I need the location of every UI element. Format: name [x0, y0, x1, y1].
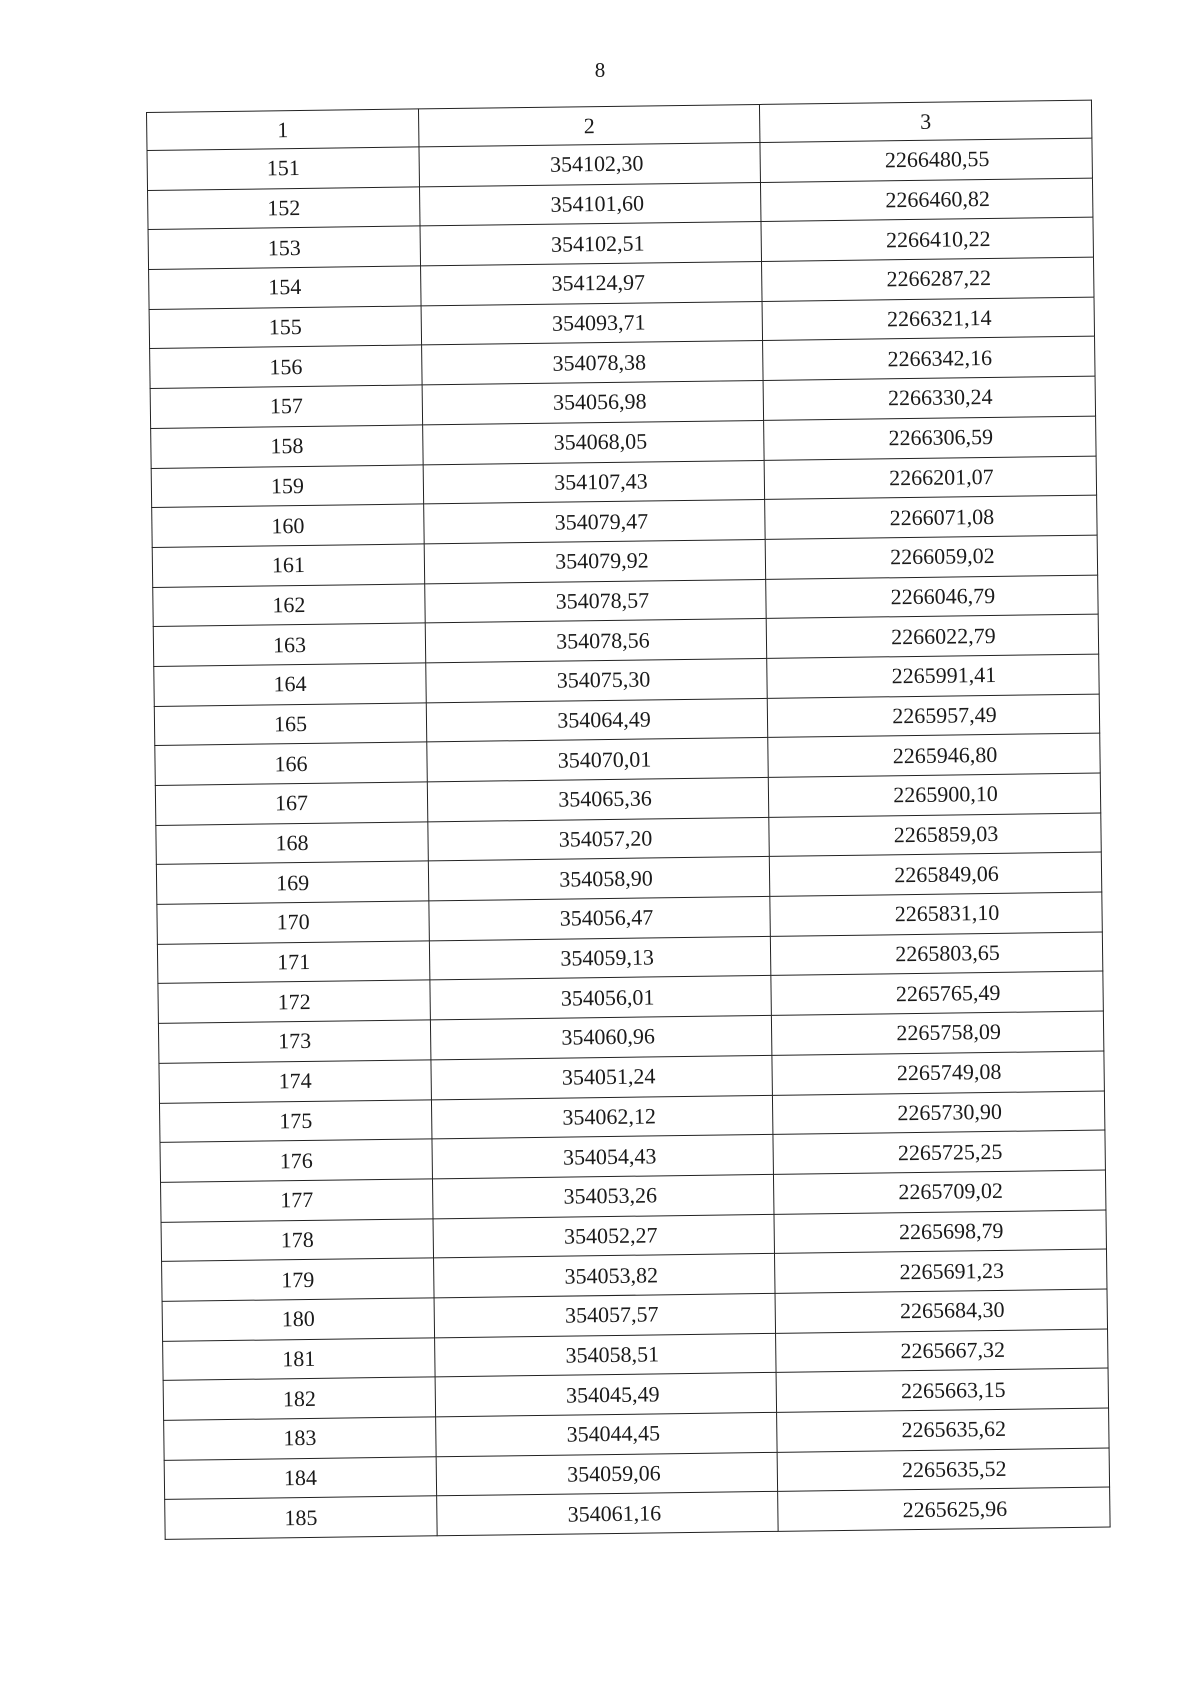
coordinate-x-cell: 354101,60: [420, 182, 761, 226]
coordinate-y-cell: 2265749,08: [772, 1051, 1104, 1095]
coordinate-x-cell: 354059,13: [429, 936, 770, 980]
coordinate-x-cell: 354075,30: [426, 658, 767, 702]
point-number-cell: 181: [163, 1337, 435, 1380]
point-number-cell: 151: [147, 147, 419, 190]
coordinate-y-cell: 2265667,32: [776, 1329, 1108, 1373]
coordinate-y-cell: 2265730,90: [772, 1091, 1104, 1135]
coordinate-y-cell: 2265684,30: [775, 1289, 1107, 1333]
coordinate-y-cell: 2265635,52: [777, 1448, 1109, 1492]
point-number-cell: 168: [156, 822, 428, 865]
coordinate-x-cell: 354057,57: [434, 1293, 775, 1337]
coordinate-x-cell: 354093,71: [421, 301, 762, 345]
point-number-cell: 171: [157, 941, 429, 984]
point-number-cell: 170: [157, 901, 429, 944]
coordinate-y-cell: 2265635,62: [777, 1408, 1109, 1452]
coordinate-x-cell: 354102,30: [419, 142, 760, 186]
coordinate-y-cell: 2266046,79: [766, 575, 1098, 619]
coordinate-x-cell: 354053,26: [432, 1174, 773, 1218]
coordinate-y-cell: 2265849,06: [769, 852, 1101, 896]
point-number-cell: 152: [148, 187, 420, 230]
coordinate-y-cell: 2266059,02: [765, 535, 1097, 579]
coordinate-y-cell: 2265957,49: [767, 694, 1099, 738]
coordinate-y-cell: 2266321,14: [762, 297, 1094, 341]
coordinate-x-cell: 354065,36: [427, 777, 768, 821]
table-body: [147, 138, 1110, 1539]
coordinate-y-cell: 2266330,24: [763, 376, 1095, 420]
coordinate-x-cell: 354045,49: [435, 1373, 776, 1417]
coordinate-y-cell: 2266480,55: [760, 138, 1092, 182]
coordinate-y-cell: 2265859,03: [769, 813, 1101, 857]
point-number-cell: 160: [152, 504, 424, 547]
coordinate-x-cell: 354079,47: [424, 500, 765, 544]
coordinate-x-cell: 354124,97: [421, 262, 762, 306]
point-number-cell: 161: [152, 544, 424, 587]
point-number-cell: 154: [149, 266, 421, 309]
coordinate-x-cell: 354107,43: [423, 460, 764, 504]
point-number-cell: 163: [153, 623, 425, 666]
column-header-2: 2: [418, 104, 759, 146]
point-number-cell: 185: [165, 1496, 437, 1539]
coordinate-x-cell: 354060,96: [430, 1016, 771, 1060]
coordinate-y-cell: 2266201,07: [764, 456, 1096, 500]
point-number-cell: 153: [148, 226, 420, 269]
coordinate-x-cell: 354044,45: [436, 1412, 777, 1456]
coordinate-x-cell: 354068,05: [423, 420, 764, 464]
coordinate-y-cell: 2265725,25: [773, 1130, 1105, 1174]
coordinate-x-cell: 354061,16: [437, 1492, 778, 1536]
point-number-cell: 183: [164, 1417, 436, 1460]
coordinates-table: [146, 100, 1111, 1540]
point-number-cell: 158: [151, 425, 423, 468]
point-number-cell: 165: [154, 703, 426, 746]
coordinate-x-cell: 354058,51: [435, 1333, 776, 1377]
coordinate-x-cell: 354079,92: [424, 539, 765, 583]
point-number-cell: 169: [156, 861, 428, 904]
coordinate-x-cell: 354102,51: [420, 222, 761, 266]
coordinate-y-cell: 2265625,96: [778, 1487, 1110, 1531]
coordinate-x-cell: 354058,90: [428, 857, 769, 901]
coordinate-y-cell: 2265803,65: [770, 932, 1102, 976]
coordinates-table-container: [146, 100, 1111, 1540]
point-number-cell: 176: [160, 1139, 432, 1182]
coordinate-x-cell: 354064,49: [426, 698, 767, 742]
coordinate-y-cell: 2266410,22: [761, 217, 1093, 261]
point-number-cell: 155: [149, 306, 421, 349]
coordinate-y-cell: 2266287,22: [762, 257, 1094, 301]
coordinate-y-cell: 2266460,82: [760, 178, 1092, 222]
coordinate-y-cell: 2266022,79: [766, 614, 1098, 658]
coordinate-y-cell: 2265991,41: [767, 654, 1099, 698]
point-number-cell: 184: [164, 1457, 436, 1500]
point-number-cell: 162: [153, 583, 425, 626]
point-number-cell: 166: [155, 742, 427, 785]
point-number-cell: 175: [159, 1099, 431, 1142]
point-number-cell: 179: [162, 1258, 434, 1301]
page-number: 8: [594, 58, 606, 82]
coordinate-x-cell: 354078,56: [425, 619, 766, 663]
point-number-cell: 159: [151, 464, 423, 507]
point-number-cell: 180: [162, 1298, 434, 1341]
coordinate-x-cell: 354053,82: [434, 1254, 775, 1298]
coordinate-y-cell: 2265758,09: [771, 1011, 1103, 1055]
coordinate-y-cell: 2265709,02: [773, 1170, 1105, 1214]
coordinate-y-cell: 2265946,80: [768, 733, 1100, 777]
coordinate-x-cell: 354056,01: [430, 976, 771, 1020]
coordinate-x-cell: 354078,57: [425, 579, 766, 623]
point-number-cell: 156: [150, 345, 422, 388]
coordinate-y-cell: 2265698,79: [774, 1210, 1106, 1254]
point-number-cell: 172: [158, 980, 430, 1023]
point-number-cell: 167: [155, 782, 427, 825]
coordinate-y-cell: 2265765,49: [771, 971, 1103, 1015]
coordinate-x-cell: 354078,38: [422, 341, 763, 385]
column-header-3: 3: [759, 100, 1091, 142]
coordinate-x-cell: 354056,47: [429, 896, 770, 940]
coordinate-x-cell: 354070,01: [427, 738, 768, 782]
coordinate-y-cell: 2265691,23: [774, 1249, 1106, 1293]
coordinate-x-cell: 354051,24: [431, 1055, 772, 1099]
point-number-cell: 173: [158, 1020, 430, 1063]
coordinate-y-cell: 2265831,10: [770, 892, 1102, 936]
point-number-cell: 177: [161, 1179, 433, 1222]
point-number-cell: 174: [159, 1060, 431, 1103]
coordinate-x-cell: 354056,98: [422, 381, 763, 425]
point-number-cell: 157: [150, 385, 422, 428]
coordinate-y-cell: 2266071,08: [765, 495, 1097, 539]
coordinate-y-cell: 2265663,15: [776, 1368, 1108, 1412]
coordinate-x-cell: 354062,12: [431, 1095, 772, 1139]
coordinate-x-cell: 354054,43: [432, 1135, 773, 1179]
coordinate-x-cell: 354057,20: [428, 817, 769, 861]
point-number-cell: 178: [161, 1218, 433, 1261]
coordinate-y-cell: 2266306,59: [764, 416, 1096, 460]
point-number-cell: 182: [163, 1377, 435, 1420]
point-number-cell: 164: [154, 663, 426, 706]
column-header-1: 1: [147, 109, 419, 151]
coordinate-y-cell: 2265900,10: [768, 773, 1100, 817]
coordinate-y-cell: 2266342,16: [763, 337, 1095, 381]
coordinate-x-cell: 354052,27: [433, 1214, 774, 1258]
coordinate-x-cell: 354059,06: [436, 1452, 777, 1496]
